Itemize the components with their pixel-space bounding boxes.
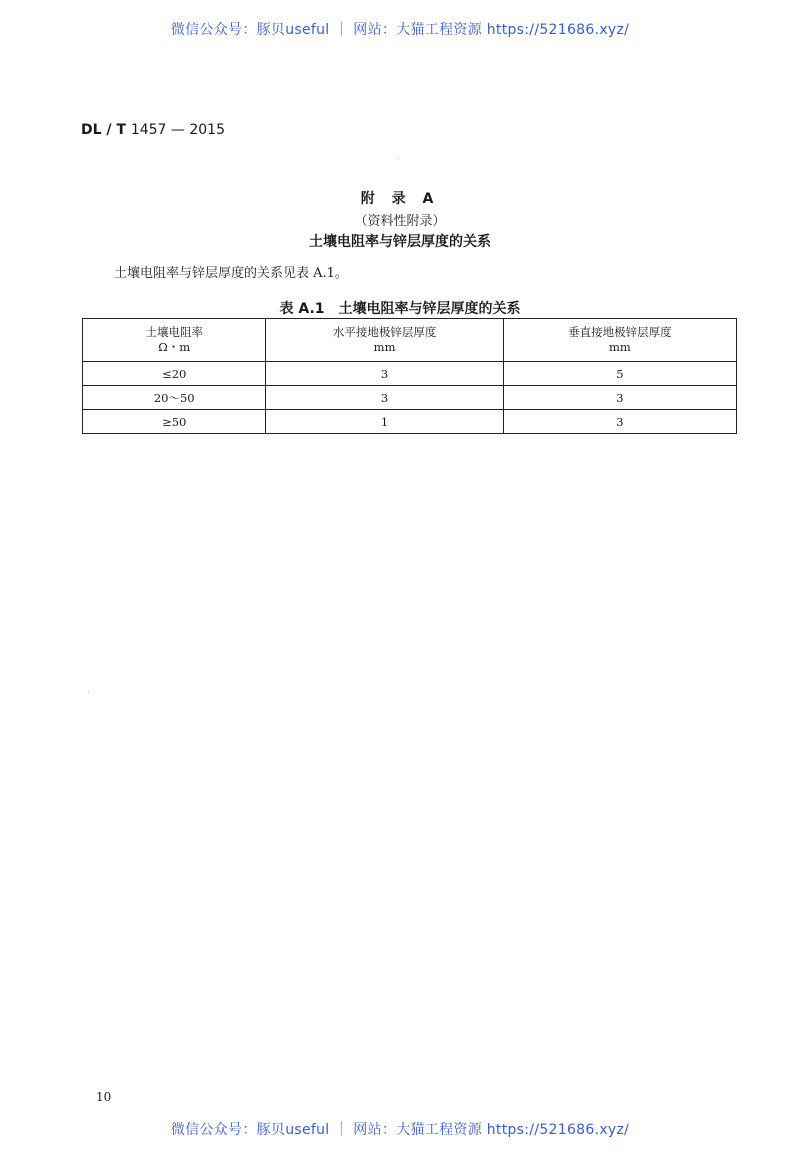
appendix-type: （资料性附录）: [354, 214, 446, 229]
header-cell-horizontal: [266, 319, 503, 362]
document-number: [81, 122, 225, 138]
table-cell: 3: [503, 410, 736, 434]
table-cell: 3: [266, 362, 503, 386]
doc-prefix: DL / T: [81, 122, 126, 138]
watermark-top: 微信公众号：豚贝useful ｜ 网站：大猫工程资源 https://521686.xyz/: [170, 22, 630, 38]
table-cell: ≥50: [83, 410, 266, 434]
header-name: 水平接地极锌层厚度: [332, 325, 437, 339]
scan-speck: [398, 158, 399, 159]
doc-number: 1457 — 2015: [130, 122, 225, 138]
table-cell: 20～50: [83, 386, 266, 410]
header-cell-vertical: [503, 319, 736, 362]
table-cell: 1: [266, 410, 503, 434]
table-cell: 5: [503, 362, 736, 386]
header-name: 土壤电阻率: [145, 325, 203, 339]
header-cell-resistivity: [83, 319, 266, 362]
table-row: [83, 410, 737, 434]
appendix-title: 附 录 A: [360, 191, 440, 207]
intro-paragraph: 土壤电阻率与锌层厚度的关系见表 A.1。: [114, 266, 348, 281]
resistivity-table: [82, 318, 737, 434]
header-unit: Ω・m: [158, 340, 191, 354]
table-cell: ≤20: [83, 362, 266, 386]
header-unit: mm: [608, 340, 631, 354]
scan-speck: [88, 692, 89, 693]
table-cell: 3: [266, 386, 503, 410]
watermark-bottom: 微信公众号：豚贝useful ｜ 网站：大猫工程资源 https://521686.xyz/: [170, 1122, 630, 1138]
header-name: 垂直接地极锌层厚度: [568, 325, 672, 339]
table-row: [83, 386, 737, 410]
appendix-subject: 土壤电阻率与锌层厚度的关系: [309, 234, 491, 250]
table-cell: 3: [503, 386, 736, 410]
table-header-row: [83, 319, 737, 362]
table-caption: 表 A.1 土壤电阻率与锌层厚度的关系: [279, 301, 521, 317]
table-row: [83, 362, 737, 386]
header-unit: mm: [373, 340, 396, 354]
page-number: 10: [96, 1090, 112, 1104]
